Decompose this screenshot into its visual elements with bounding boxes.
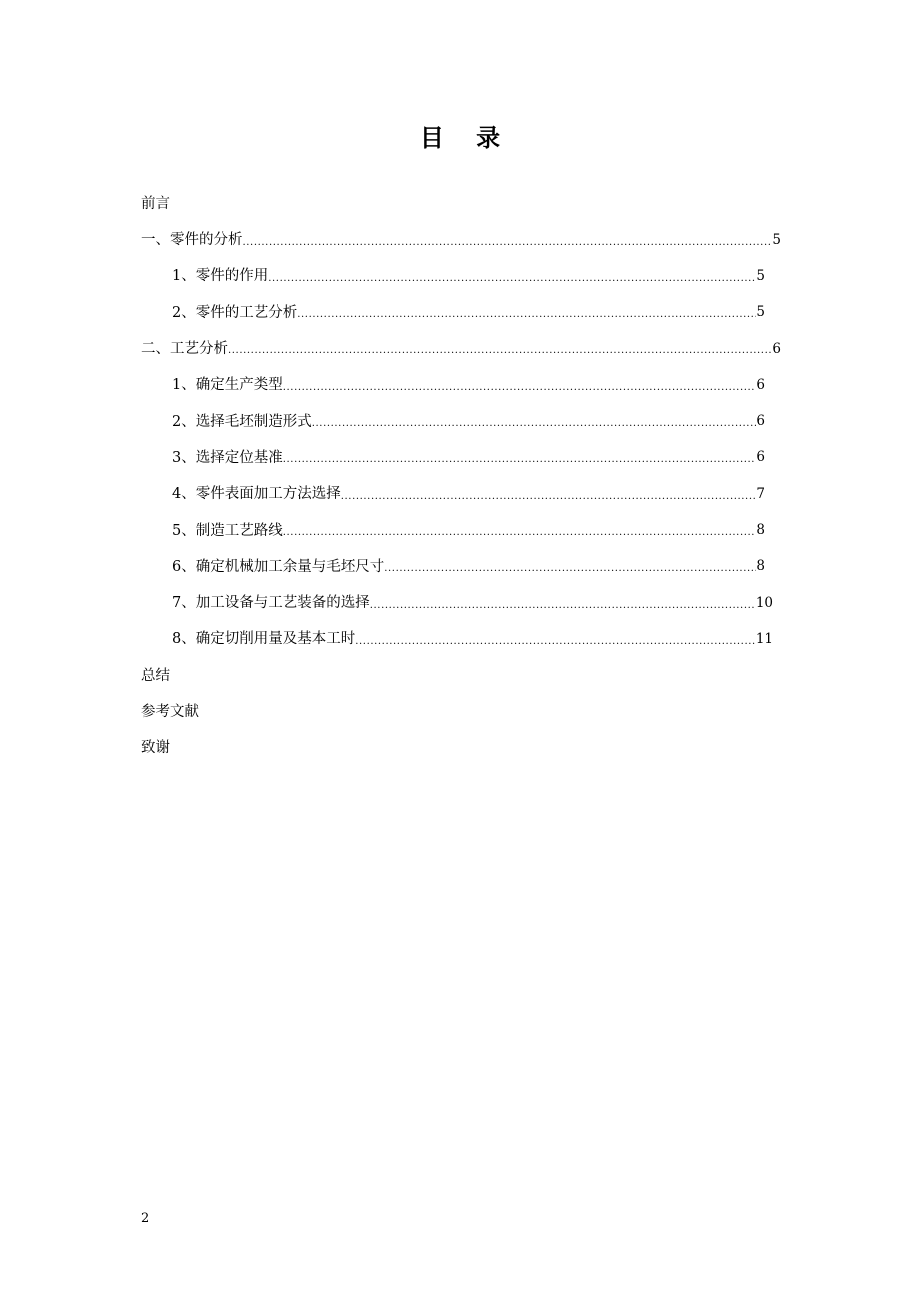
- toc-entry-equipment-selection[interactable]: [172, 585, 773, 621]
- dot-leader: [268, 274, 756, 288]
- toc-entry-acknowledgements[interactable]: [141, 730, 781, 766]
- toc-entry-label: 前言: [141, 195, 170, 212]
- toc-entry-label: 7、加工设备与工艺装备的选择: [172, 595, 370, 612]
- toc-entry-page: 5: [756, 267, 765, 284]
- toc-entry-page: 11: [755, 630, 773, 647]
- toc-entry-part-analysis[interactable]: [141, 222, 781, 258]
- toc-entry-label: 5、制造工艺路线: [172, 522, 283, 539]
- dot-leader: [228, 346, 772, 360]
- toc-entry-label: 参考文献: [141, 704, 199, 721]
- toc-entry-page: 8: [756, 558, 765, 575]
- dot-leader: [312, 419, 757, 433]
- toc-entry-process-analysis[interactable]: [141, 331, 781, 367]
- toc-title: 目 录: [419, 123, 513, 152]
- dot-leader: [297, 310, 756, 324]
- toc-entry-label: 总结: [141, 667, 170, 684]
- toc-entry-process-route[interactable]: [172, 513, 765, 549]
- toc-entry-page: 6: [756, 449, 765, 466]
- toc-entry-label: 1、确定生产类型: [172, 377, 283, 394]
- toc-entry-label: 3、选择定位基准: [172, 449, 283, 466]
- table-of-contents: [141, 186, 781, 767]
- toc-entry-cutting-parameters[interactable]: [172, 622, 773, 658]
- toc-entry-page: 8: [756, 522, 765, 539]
- toc-entry-label: 1、零件的作用: [172, 268, 269, 285]
- toc-entry-blank-form[interactable]: [172, 404, 765, 440]
- toc-entry-page: 5: [756, 304, 765, 321]
- toc-entry-machining-allowance[interactable]: [172, 549, 765, 585]
- toc-entry-page: 6: [756, 413, 765, 430]
- dot-leader: [341, 492, 757, 506]
- toc-entry-page: 10: [755, 594, 773, 611]
- toc-entry-surface-method[interactable]: [172, 476, 765, 512]
- dot-leader: [355, 637, 756, 651]
- toc-entry-production-type[interactable]: [172, 367, 765, 403]
- toc-entry-part-function[interactable]: [172, 259, 765, 295]
- dot-leader: [283, 383, 757, 397]
- dot-leader: [384, 564, 756, 578]
- toc-entry-label: 8、确定切削用量及基本工时: [172, 631, 356, 648]
- toc-entry-label: 6、确定机械加工余量与毛坯尺寸: [172, 558, 385, 575]
- toc-entry-page: 6: [756, 376, 765, 393]
- toc-entry-label: 二、工艺分析: [141, 341, 228, 358]
- toc-entry-label: 4、零件表面加工方法选择: [172, 486, 341, 503]
- toc-entry-summary[interactable]: [141, 658, 781, 694]
- toc-entry-preface[interactable]: [141, 186, 781, 222]
- toc-entry-page: 6: [772, 340, 781, 357]
- toc-entry-references[interactable]: [141, 694, 781, 730]
- page-number: 2: [141, 1211, 150, 1226]
- dot-leader: [283, 455, 757, 469]
- toc-entry-label: 2、零件的工艺分析: [172, 304, 298, 321]
- dot-leader: [243, 238, 773, 252]
- toc-entry-label: 致谢: [141, 740, 170, 757]
- toc-entry-part-process-analysis[interactable]: [172, 295, 765, 331]
- toc-entry-datum-selection[interactable]: [172, 440, 765, 476]
- dot-leader: [370, 601, 756, 615]
- toc-entry-label: 一、零件的分析: [141, 232, 243, 249]
- toc-entry-label: 2、选择毛坯制造形式: [172, 413, 312, 430]
- toc-entry-page: 7: [756, 485, 765, 502]
- dot-leader: [283, 528, 757, 542]
- toc-entry-page: 5: [772, 231, 781, 248]
